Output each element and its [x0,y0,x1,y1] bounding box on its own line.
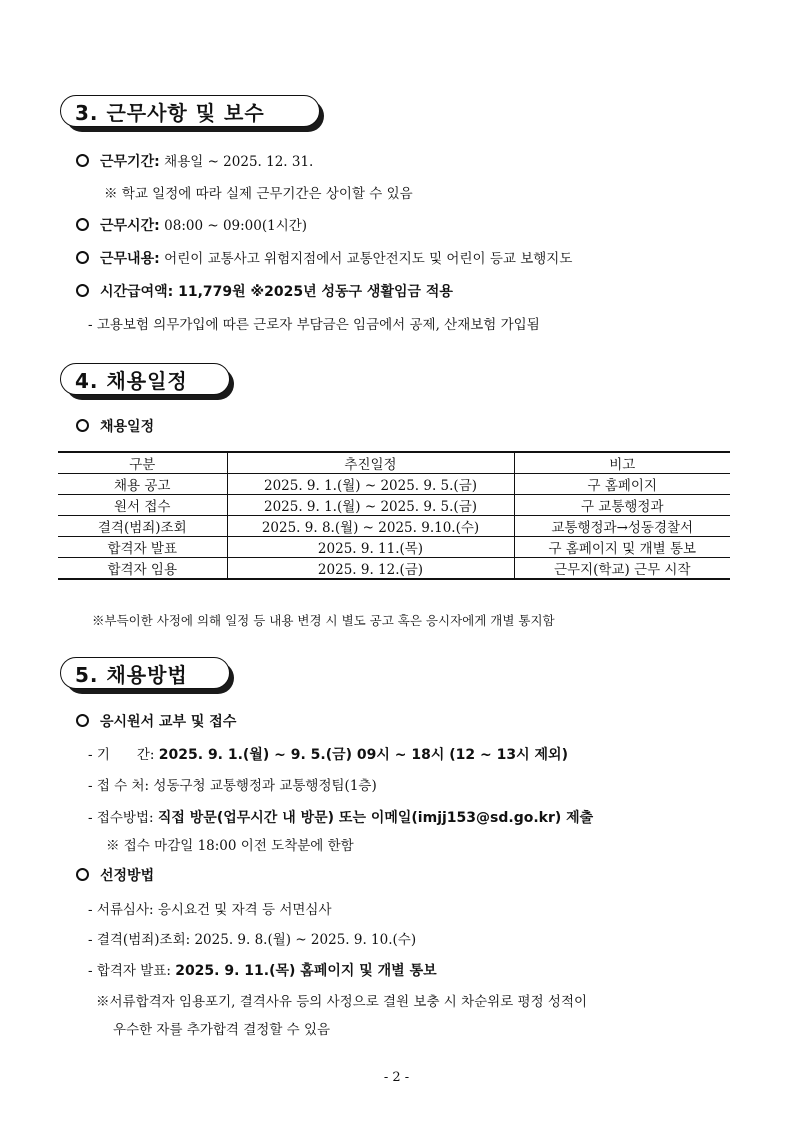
section-5-title: 5. 채용방법 [60,657,230,689]
table-cell: 2025. 9. 1.(월) ~ 2025. 9. 5.(금) [227,495,514,516]
table-header-cell: 비고 [514,452,730,474]
circle-bullet-icon [76,714,89,727]
table-header-cell: 추진일정 [227,452,514,474]
application-title-line [76,711,236,731]
announcement-line [88,959,437,980]
wage-text: 시간급여액: 11,779원 ※2025년 성동구 생활임금 적용 [100,284,453,300]
schedule-subtitle: 채용일정 [100,419,155,435]
schedule-subtitle-line [76,416,154,436]
table-header-row [58,452,730,474]
announcement-value: 2025. 9. 11.(목) 홈페이지 및 개별 통보 [175,963,437,979]
circle-bullet-icon [76,154,89,167]
table-cell: 결격(범죄)조회 [58,516,227,537]
circle-bullet-icon [76,218,89,231]
work-duty-label: 근무내용: [100,251,160,267]
application-method-value: 직접 방문(업무시간 내 방문) 또는 이메일(imjj153@sd.go.kr) 제출 [157,810,594,826]
circle-bullet-icon [76,868,89,881]
application-period-label: - 기 간: [88,747,159,763]
schedule-note: ※부득이한 사정에 의해 일정 등 내용 변경 시 별도 공고 혹은 응시자에게 개별 통지함 [92,613,555,628]
insurance-note: - 고용보험 의무가입에 따른 근로자 부담금은 임금에서 공제, 산재보험 가입됨 [88,317,540,333]
application-method-line [88,806,593,827]
table-cell: 합격자 임용 [58,558,227,580]
selection-title: 선정방법 [100,868,155,884]
page-number: - 2 - [383,1070,410,1085]
circle-bullet-icon [76,251,89,264]
application-place: - 접 수 처: 성동구청 교통행정과 교통행정팀(1층) [88,778,377,794]
table-row [58,558,730,580]
work-period-label: 근무기간: [100,154,160,170]
application-period-line [88,743,568,764]
section-5-header [60,657,234,689]
final-note-line-2: 우수한 자를 추가합격 결정할 수 있음 [113,1022,331,1038]
table-cell: 구 홈페이지 [514,474,730,495]
table-cell: 합격자 발표 [58,537,227,558]
table-row [58,537,730,558]
announcement-label: - 합격자 발표: [88,963,176,979]
table-cell: 2025. 9. 8.(월) ~ 2025. 9.10.(수) [227,516,514,537]
application-method-label: - 접수방법: [88,810,158,826]
table-row [58,495,730,516]
table-cell: 2025. 9. 1.(월) ~ 2025. 9. 5.(금) [227,474,514,495]
table-cell: 근무지(학교) 근무 시작 [514,558,730,580]
table-cell: 채용 공고 [58,474,227,495]
table-row [58,516,730,537]
document-review: - 서류심사: 응시요건 및 자격 등 서면심사 [88,902,332,918]
application-method-note: ※ 접수 마감일 18:00 이전 도착분에 한함 [106,838,354,854]
section-4-title: 4. 채용일정 [60,363,230,395]
section-3-header [60,95,324,127]
work-period-value: 채용일 ~ 2025. 12. 31. [164,154,314,170]
table-cell: 2025. 9. 12.(금) [227,558,514,580]
table-cell: 구 교통행정과 [514,495,730,516]
table-cell: 원서 접수 [58,495,227,516]
work-duty-value: 어린이 교통사고 위험지점에서 교통안전지도 및 어린이 등교 보행지도 [164,251,573,267]
application-title: 응시원서 교부 및 접수 [100,714,237,730]
work-hours-label: 근무시간: [100,218,160,234]
table-cell: 2025. 9. 11.(목) [227,537,514,558]
schedule-table [58,451,730,580]
final-note-line-1: ※서류합격자 임용포기, 결격사유 등의 사정으로 결원 보충 시 차순위로 평정 성적이 [96,994,588,1010]
work-hours-value: 08:00 ~ 09:00(1시간) [164,218,308,234]
application-period-value: 2025. 9. 1.(월) ~ 9. 5.(금) 09시 ~ 18시 (12 ~ 13시 제외) [158,747,568,763]
circle-bullet-icon [76,419,89,432]
section-4-header [60,363,234,395]
work-hours-line [76,214,307,235]
work-duty-line [76,247,572,268]
circle-bullet-icon [76,284,89,297]
table-row [58,474,730,495]
table-cell: 교통행정과→성동경찰서 [514,516,730,537]
background-check: - 결격(범죄)조회: 2025. 9. 8.(월) ~ 2025. 9. 10.(수) [88,932,417,948]
table-cell: 구 홈페이지 및 개별 통보 [514,537,730,558]
table-header-cell: 구분 [58,452,227,474]
selection-title-line [76,865,154,885]
work-period-note: ※ 학교 일정에 따라 실제 근무기간은 상이할 수 있음 [104,186,413,202]
section-3-title: 3. 근무사항 및 보수 [60,95,320,127]
wage-line [76,281,453,301]
work-period-line [76,150,313,171]
